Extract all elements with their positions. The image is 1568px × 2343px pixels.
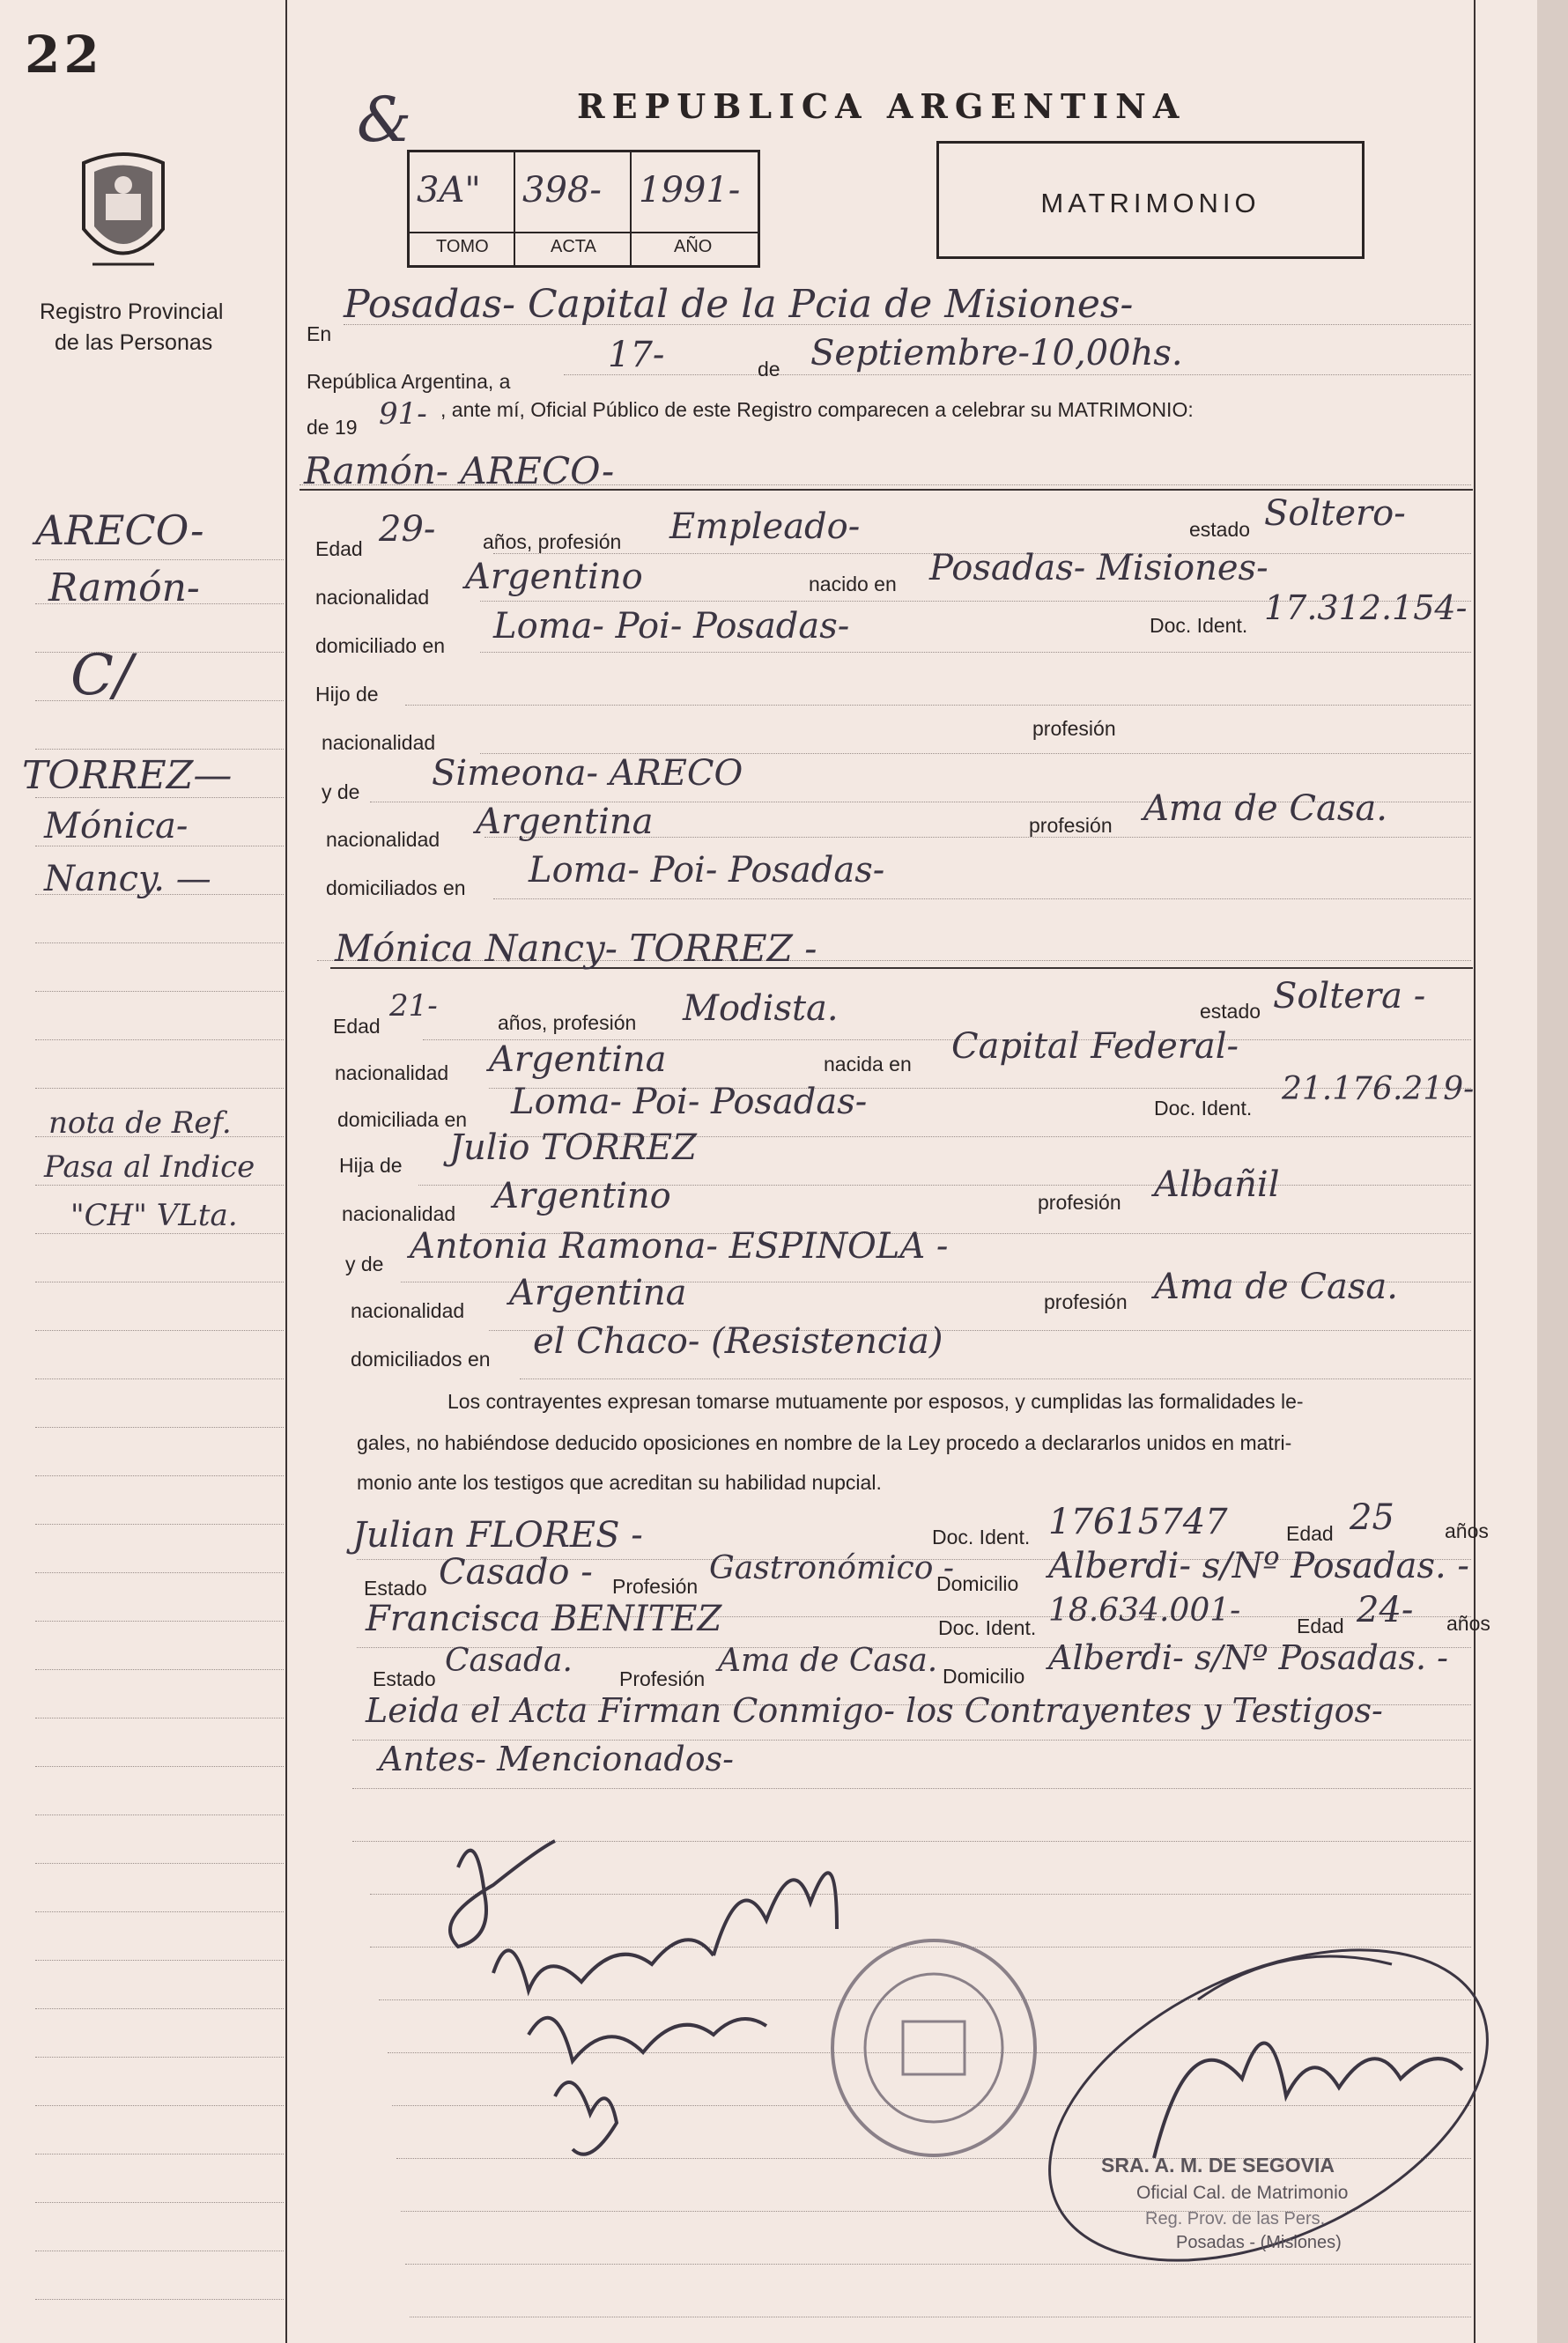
witness1-doc: 17615747	[1048, 1502, 1228, 1542]
declaration-line-1: Los contrayentes expresan tomarse mutuamente por esposos, y cumplidas las formalidades le-	[447, 1390, 1304, 1413]
bride-estado-label: estado	[1200, 1000, 1261, 1023]
groom-profession: Empleado-	[669, 506, 861, 547]
witness1-age: 25	[1350, 1497, 1394, 1538]
groom-estado: Soltero-	[1264, 493, 1406, 534]
groom-mother-profession: Ama de Casa.	[1143, 788, 1387, 829]
groom-nacido-label: nacido en	[809, 573, 897, 595]
declaration-line-3: monio ante los testigos que acreditan su habilidad nupcial.	[357, 1471, 882, 1494]
witness2-doc: 18.634.001-	[1048, 1593, 1241, 1629]
witness1-domicile: Alberdi- s/Nº Posadas. -	[1048, 1546, 1469, 1586]
bride-dom2-label: domiciliados en	[351, 1348, 491, 1371]
statement-text: , ante mí, Oficial Público de este Registro comparecen a celebrar su MATRIMONIO:	[440, 398, 1194, 421]
acta-value: 398-	[522, 170, 602, 211]
groom-mother: Simeona- ARECO	[432, 753, 743, 794]
bride-hija-label: Hija de	[339, 1154, 403, 1177]
margin-note-2: Pasa al Indice	[44, 1149, 255, 1185]
de-label: de	[758, 358, 780, 381]
matrimonio-box	[936, 141, 1365, 259]
bride-nacida-label: nacida en	[824, 1053, 912, 1075]
margin-note-1: nota de Ref.	[48, 1105, 232, 1141]
registry-line-1: Registro Provincial	[40, 299, 224, 324]
bride-father-nationality: Argentino	[493, 1176, 671, 1216]
bride-prof2-label: profesión	[1038, 1191, 1121, 1214]
margin-note-3: "CH" VLta.	[70, 1198, 238, 1233]
bride-nac-label: nacionalidad	[335, 1061, 449, 1084]
republica-label: República Argentina, a	[307, 370, 511, 393]
bride-father: Julio TORREZ	[449, 1127, 697, 1168]
tomo-value: 3A"	[417, 170, 481, 211]
bride-doc-label: Doc. Ident.	[1154, 1097, 1253, 1120]
groom-hijo-label: Hijo de	[315, 683, 379, 706]
bride-doc: 21.176.219-	[1282, 1071, 1475, 1107]
witness1-dom-label: Domicilio	[936, 1572, 1019, 1595]
groom-dom-label: domiciliado en	[315, 634, 446, 657]
year-value: 91-	[379, 396, 427, 432]
place-of-marriage: Posadas- Capital de la Pcia de Misiones-	[344, 282, 1134, 327]
witness2-doc-label: Doc. Ident.	[938, 1616, 1037, 1639]
declaration-line-2: gales, no habiéndose deducido oposiciones en nombre de la Ley procedo a declararlos unidos en matri-	[357, 1431, 1292, 1454]
groom-prof2-label: profesión	[1032, 717, 1116, 740]
groom-domicile: Loma- Poi- Posadas-	[493, 606, 850, 647]
witness1-estado: Casado -	[439, 1552, 593, 1593]
groom-dom2-label: domiciliados en	[326, 876, 466, 899]
tomo-mark: &	[357, 84, 412, 156]
margin-name-bride-2: Nancy. —	[44, 859, 211, 899]
bride-father-profession: Albañil	[1154, 1164, 1280, 1205]
witness1-edad-label: Edad	[1286, 1522, 1334, 1545]
groom-mother-nationality: Argentina	[476, 802, 654, 842]
page-number: 22	[25, 25, 103, 85]
witness1-doc-label: Doc. Ident.	[932, 1526, 1031, 1548]
bride-profession: Modista.	[683, 988, 839, 1029]
groom-nac-label: nacionalidad	[315, 586, 430, 609]
closing-line-1: Leida el Acta Firman Conmigo- los Contrayentes y Testigos-	[366, 1691, 1383, 1730]
groom-doc-label: Doc. Ident.	[1150, 614, 1248, 637]
doc-type-label: MATRIMONIO	[1040, 188, 1261, 218]
en-label: En	[307, 322, 332, 345]
witness1-estado-label: Estado	[364, 1577, 427, 1600]
witness1-profession: Gastronómico -	[709, 1550, 954, 1586]
witness2-prof-label: Profesión	[619, 1667, 706, 1690]
margin-surname-groom: ARECO-	[35, 506, 204, 554]
groom-doc: 17.312.154-	[1264, 588, 1468, 627]
closing-line-2: Antes- Mencionados-	[379, 1740, 734, 1778]
margin-surname-bride: TORREZ—	[22, 753, 233, 798]
witness1-prof-label: Profesión	[612, 1575, 699, 1598]
witness2-estado-label: Estado	[373, 1667, 436, 1690]
bride-name: Mónica Nancy- TORREZ -	[335, 927, 817, 970]
groom-nac3-label: nacionalidad	[326, 828, 440, 851]
registry-stamp	[824, 1933, 1044, 2162]
groom-birthplace: Posadas- Misiones-	[929, 548, 1268, 588]
witness2-domicile: Alberdi- s/Nº Posadas. -	[1048, 1638, 1449, 1677]
witness2-age: 24-	[1357, 1590, 1414, 1630]
official-stamp-role: Oficial Cal. de Matrimonio	[1136, 2183, 1349, 2203]
bride-domicile: Loma- Poi- Posadas-	[511, 1082, 868, 1122]
bride-estado: Soltera -	[1273, 976, 1426, 1016]
witness2-estado: Casada.	[445, 1643, 573, 1679]
groom-edad-label: Edad	[315, 537, 363, 560]
bride-edad-label: Edad	[333, 1015, 381, 1038]
signatures-area	[423, 1815, 881, 2184]
bride-mother-profession: Ama de Casa.	[1154, 1267, 1398, 1307]
groom-age: 29-	[379, 509, 436, 550]
bride-age: 21-	[389, 988, 438, 1024]
bride-parents-domicile: el Chaco- (Resistencia)	[533, 1321, 943, 1362]
bride-nac3-label: nacionalidad	[351, 1299, 465, 1322]
bride-birthplace: Capital Federal-	[951, 1026, 1239, 1067]
groom-nac2-label: nacionalidad	[322, 731, 436, 754]
groom-anos-label: años, profesión	[483, 530, 622, 553]
witness1-anos-label: años	[1445, 1519, 1489, 1542]
tomo-label: TOMO	[436, 237, 489, 256]
registry-line-2: de las Personas	[55, 330, 213, 355]
groom-parents-domicile: Loma- Poi- Posadas-	[529, 850, 885, 891]
witness2-dom-label: Domicilio	[943, 1665, 1025, 1688]
bride-yde-label: y de	[345, 1253, 384, 1275]
witness1-name: Julian FLORES -	[352, 1515, 643, 1556]
groom-name: Ramón- ARECO-	[304, 449, 615, 492]
bride-prof3-label: profesión	[1044, 1290, 1128, 1313]
provincial-seal	[75, 145, 172, 277]
margin-name-groom: Ramón-	[48, 565, 200, 610]
page-edge	[1537, 0, 1568, 2343]
tomo-acta-box	[407, 150, 760, 268]
bride-mother-nationality: Argentina	[509, 1273, 687, 1313]
official-stamp-office: Reg. Prov. de las Pers.	[1145, 2209, 1326, 2228]
groom-nationality: Argentino	[465, 557, 643, 597]
day-value: 17-	[608, 335, 665, 375]
month-value: Septiembre-10,00hs.	[810, 333, 1183, 373]
bride-mother: Antonia Ramona- ESPINOLA -	[410, 1226, 949, 1267]
bride-anos-label: años, profesión	[498, 1011, 637, 1034]
acta-label: ACTA	[551, 237, 596, 256]
witness2-profession: Ama de Casa.	[718, 1643, 938, 1679]
bride-dom-label: domiciliada en	[337, 1108, 468, 1131]
groom-yde-label: y de	[322, 780, 360, 803]
margin-versus: C/	[70, 643, 133, 708]
anio-value: 1991-	[639, 170, 741, 211]
witness2-anos-label: años	[1446, 1612, 1490, 1635]
year-prefix: de 19	[307, 416, 358, 439]
bride-nac2-label: nacionalidad	[342, 1202, 456, 1225]
official-stamp-city: Posadas - (Misiones)	[1176, 2233, 1342, 2252]
margin-name-bride-1: Mónica-	[44, 806, 189, 846]
witness2-edad-label: Edad	[1297, 1615, 1344, 1637]
groom-estado-label: estado	[1189, 518, 1251, 541]
official-stamp-name: SRA. A. M. DE SEGOVIA	[1101, 2154, 1335, 2177]
frame-left	[285, 0, 287, 2343]
groom-prof3-label: profesión	[1029, 814, 1113, 837]
anio-label: AÑO	[674, 237, 713, 256]
country-title: REPUBLICA ARGENTINA	[577, 86, 1187, 126]
bride-nationality: Argentina	[489, 1039, 667, 1080]
witness2-name: Francisca BENITEZ	[366, 1599, 722, 1639]
